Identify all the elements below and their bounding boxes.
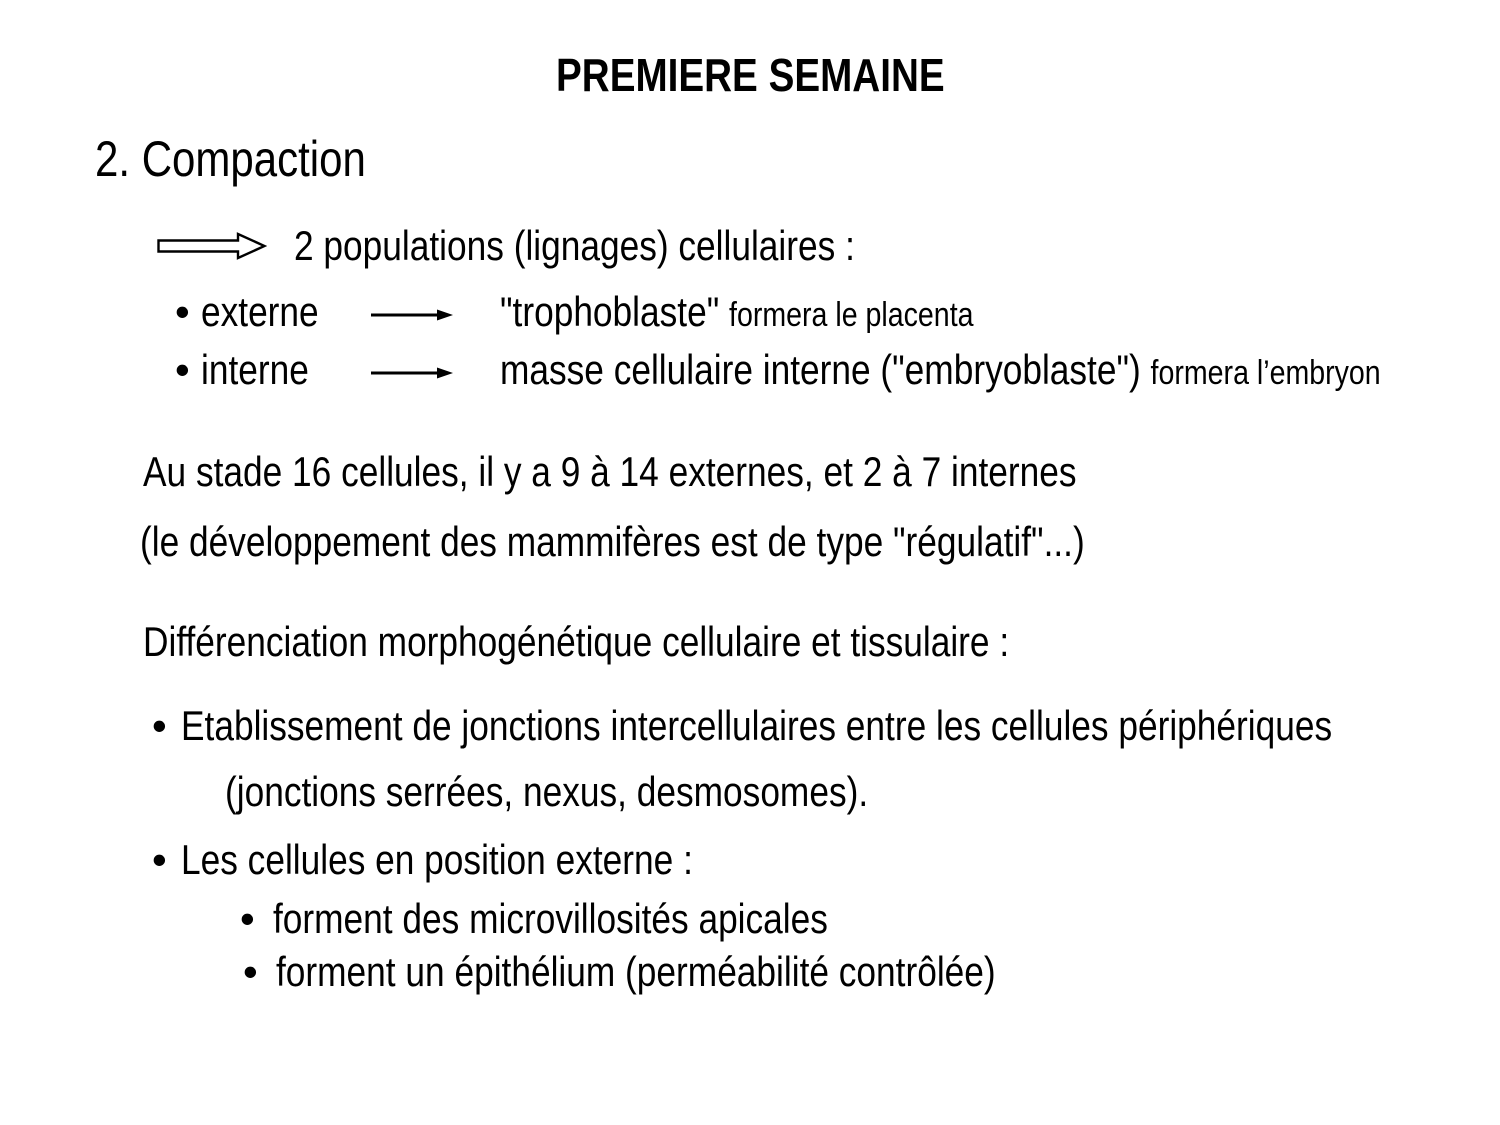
sub-bullet-microvilli-text: forment des microvillosités apicales: [273, 895, 828, 942]
paragraph-stage: Au stade 16 cellules, il y a 9 à 14 externes, et 2 à 7 internes: [143, 448, 1077, 495]
lineage-note: formera l’embryon: [1150, 354, 1381, 392]
block-arrow-icon: [157, 232, 267, 260]
bullet-external-cells-text: Les cellules en position externe :: [181, 836, 693, 883]
paragraph-differentiation: Différenciation morphogénétique cellulaire et tissulaire :: [143, 618, 1010, 665]
lineage-result-line: [500, 346, 1500, 394]
lineage-row-externe: [175, 288, 1064, 336]
bullet-junctions-text: Etablissement de jonctions intercellulaires entre les cellules périphériques: [181, 702, 1333, 749]
lineage-result: "trophoblaste": [500, 288, 720, 335]
bullet-dot: •: [152, 702, 167, 749]
bullet-dot: •: [243, 948, 258, 995]
bullet-external-cells: [152, 836, 790, 884]
sub-bullet-microvilli: [240, 895, 934, 943]
lineage-row-interne: [175, 346, 1500, 394]
section-heading: [95, 132, 417, 187]
slide-title: [0, 50, 1500, 101]
slide-title-text: PREMIERE SEMAINE: [555, 49, 945, 101]
populations-row: [157, 222, 962, 270]
bullet-dot: •: [175, 288, 190, 335]
bullet-junctions: [152, 702, 1500, 750]
lineage-name: interne: [201, 346, 309, 393]
bullet-junctions-detail: (jonctions serrées, nexus, desmosomes).: [225, 768, 869, 815]
bullet-dot: •: [240, 895, 255, 942]
sub-bullet-epithelium-text: forment un épithélium (perméabilité contrôlée): [276, 948, 996, 995]
bullet-dot: •: [152, 836, 167, 883]
arrow-right-icon: [370, 366, 500, 380]
populations-label: 2 populations (lignages) cellulaires :: [294, 222, 855, 269]
section-heading-text: 2. Compaction: [95, 131, 366, 187]
arrow-right-icon: [370, 308, 500, 322]
lineage-result-line: [500, 288, 1064, 336]
sub-bullet-epithelium: [243, 948, 1133, 996]
lineage-note: formera le placenta: [729, 296, 974, 334]
lineage-name: externe: [201, 288, 319, 335]
lineage-result: masse cellulaire interne ("embryoblaste"): [500, 346, 1141, 393]
bullet-dot: •: [175, 346, 190, 393]
paragraph-regulative: (le développement des mammifères est de type "régulatif"...): [140, 518, 1085, 565]
